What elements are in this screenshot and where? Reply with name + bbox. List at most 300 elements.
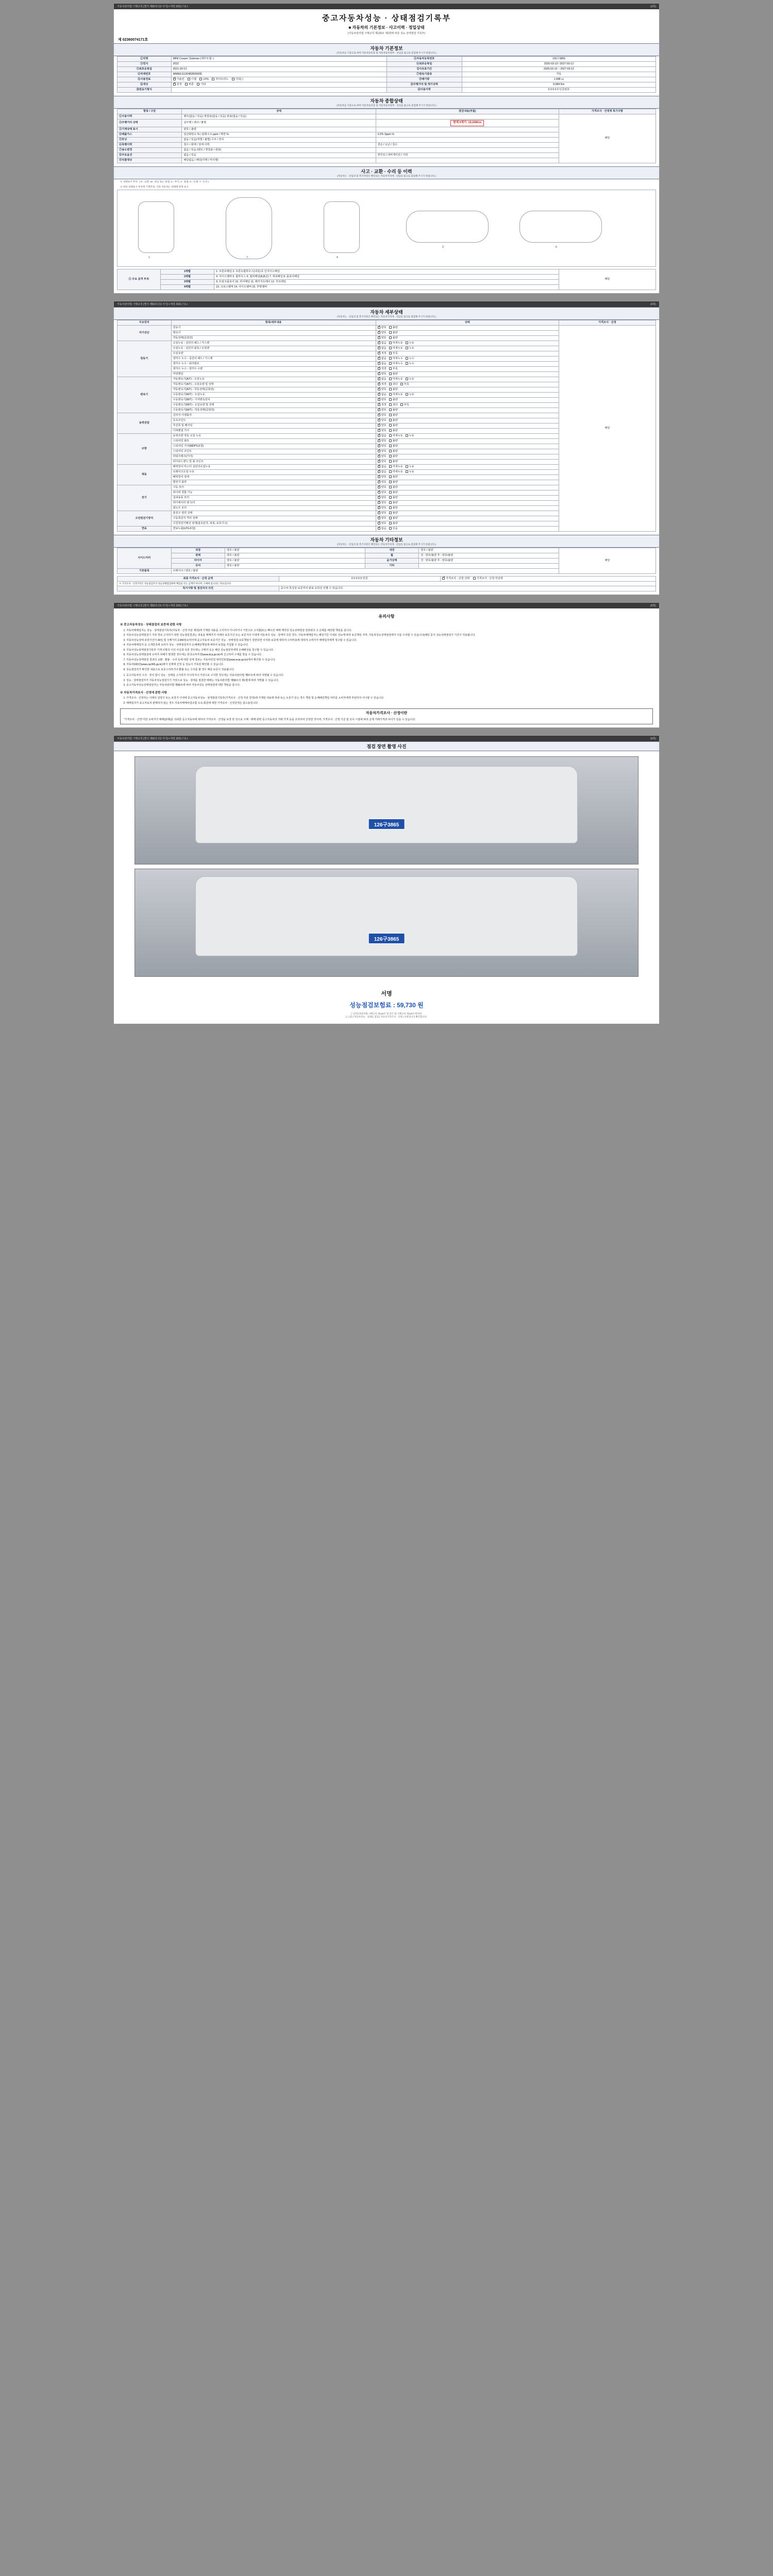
list-item: 5. 자동차성능상태점검기록부 기재 사항의 이의 사실과 다른 경우에는 구매자 등은 해당 성능점검자에게 손해배상을 청구할 수 있습니다. xyxy=(126,649,653,653)
checkbox-icon[interactable] xyxy=(378,398,380,401)
row-state[interactable]: 해당없음 / 해당(이행 / 미이행) xyxy=(182,158,376,163)
cell-label: 광택 xyxy=(171,553,225,558)
cell-state[interactable]: 양호 / 불량 xyxy=(225,564,365,569)
detail-option-label: 불량 xyxy=(392,517,398,520)
detail-option[interactable] xyxy=(389,481,398,484)
checkbox-icon[interactable] xyxy=(389,527,392,530)
detail-option[interactable] xyxy=(389,450,398,453)
checkbox-icon[interactable] xyxy=(378,362,380,365)
checkbox-icon[interactable] xyxy=(378,326,380,329)
detail-option[interactable] xyxy=(378,326,386,330)
checkbox-icon[interactable] xyxy=(389,486,392,488)
detail-option[interactable] xyxy=(378,357,386,361)
checkbox-icon[interactable] xyxy=(378,429,380,432)
detail-item-options xyxy=(376,330,559,335)
checkbox-icon[interactable] xyxy=(389,378,392,380)
detail-option[interactable] xyxy=(389,326,398,330)
checkbox-icon[interactable] xyxy=(389,409,392,411)
row-state[interactable]: 렌트(없음 / 있음) 영업용(없음 / 있음) 관용(없음 / 있음) xyxy=(182,114,376,120)
detail-option[interactable] xyxy=(389,455,398,459)
color-option-other[interactable]: 기타 xyxy=(197,83,206,87)
detail-option[interactable] xyxy=(389,501,398,505)
detail-option[interactable] xyxy=(378,347,386,350)
detail-option[interactable] xyxy=(389,476,398,479)
detail-option[interactable] xyxy=(389,393,403,397)
checkbox-icon[interactable] xyxy=(378,409,380,411)
price-option-unselected[interactable]: 가격조사 · 산정 미선택 xyxy=(473,577,503,581)
detail-item-options xyxy=(376,521,559,527)
checkbox-icon[interactable] xyxy=(389,455,392,457)
detail-option[interactable] xyxy=(378,501,386,505)
checkbox-icon[interactable] xyxy=(378,352,380,354)
checkbox-icon[interactable] xyxy=(378,393,380,396)
detail-option[interactable] xyxy=(378,460,386,464)
detail-option[interactable] xyxy=(389,445,398,448)
checkbox-icon[interactable] xyxy=(378,522,380,524)
section-title-photo: 점검 장면 촬영 사진 xyxy=(366,744,407,750)
detail-option-label: 미세누유 xyxy=(392,465,403,469)
checkbox-icon[interactable] xyxy=(389,331,392,334)
checkbox-icon[interactable] xyxy=(378,372,380,375)
page-number: (5쪽) xyxy=(650,604,656,608)
checkbox-icon[interactable] xyxy=(389,362,392,365)
section-title-basic: 자동차 기본정보 xyxy=(370,46,403,51)
detail-item-options xyxy=(376,444,559,449)
table-row xyxy=(117,577,656,582)
cell-label-fuel: ⑧사용연료 xyxy=(117,77,172,82)
detail-option[interactable] xyxy=(406,465,414,469)
detail-option[interactable] xyxy=(406,357,414,361)
cell-state[interactable]: 양호 / 불량 xyxy=(225,553,365,558)
checkbox-icon[interactable] xyxy=(389,460,392,463)
detail-option[interactable] xyxy=(389,378,403,381)
final-price-amount: 0 0 0 0 0 만원 xyxy=(279,577,441,582)
detail-option-label: 불량 xyxy=(392,424,398,428)
frame-level-items[interactable]: 9. 트렁크플로어 10. 리어패널 11. 패키지트레이 12. 루프레일 xyxy=(214,279,559,284)
special-note-value[interactable]: 중고차 특성상 보증까지 완료 요하진 선별 수 있습니다. xyxy=(279,586,656,591)
checkbox-icon[interactable] xyxy=(406,357,408,360)
detail-option[interactable] xyxy=(378,455,386,459)
cell-value: 자동 xyxy=(462,72,656,77)
detail-option[interactable] xyxy=(378,476,386,479)
row-detail xyxy=(376,120,559,127)
detail-item-label: 오일누유 - 실린더 헤드 / 가스켓 xyxy=(171,341,376,346)
detail-option[interactable] xyxy=(389,372,398,376)
detail-option[interactable] xyxy=(389,496,398,500)
checkbox-icon[interactable] xyxy=(406,465,408,468)
detail-item-options xyxy=(376,490,559,496)
checkbox-icon[interactable] xyxy=(389,522,392,524)
detail-option[interactable] xyxy=(389,491,398,495)
detail-option[interactable] xyxy=(406,342,414,345)
cell-state[interactable] xyxy=(419,564,559,569)
detail-option[interactable] xyxy=(406,470,414,474)
checkbox-icon[interactable] xyxy=(389,393,392,396)
cell-label: ⑦변속기종류 xyxy=(386,72,462,77)
checkbox-icon[interactable] xyxy=(389,326,392,329)
detail-option[interactable] xyxy=(400,403,409,407)
detail-option[interactable] xyxy=(389,460,398,464)
detail-item-options xyxy=(376,397,559,402)
cell-label: 내장 xyxy=(365,548,419,553)
detail-option[interactable] xyxy=(378,517,386,520)
checkbox-icon[interactable] xyxy=(406,393,408,396)
checkbox-icon[interactable] xyxy=(389,439,392,442)
checkbox-icon[interactable] xyxy=(378,419,380,421)
fuel-option-lpg[interactable]: LPG xyxy=(199,78,208,81)
checkbox-icon[interactable] xyxy=(378,388,380,391)
fuel-options xyxy=(171,77,386,82)
detail-option[interactable] xyxy=(378,393,386,397)
section-sub-basic: (자동차를 기준으로 하여 자동차등록증 및 자동차등록원부 · 선임을 참고로 점검해 주시기 바랍니다.) xyxy=(337,52,436,54)
detail-option[interactable] xyxy=(378,434,386,438)
detail-option[interactable] xyxy=(378,470,386,474)
detail-option[interactable] xyxy=(378,445,386,448)
row-state[interactable]: 일산화탄소 % / 탄화수소 ppm / 매연 % xyxy=(182,132,376,137)
detail-option-label: 누유 xyxy=(409,465,414,469)
cell-state[interactable]: 양호 / 불량 xyxy=(225,558,365,564)
checkbox-icon[interactable] xyxy=(389,429,392,432)
fuel-option-hybrid[interactable]: 하이브리드 xyxy=(212,78,228,81)
detail-option[interactable] xyxy=(389,357,403,361)
detail-option[interactable] xyxy=(378,409,386,412)
detail-item-options xyxy=(376,496,559,501)
detail-option-label: 불량 xyxy=(392,455,398,459)
detail-option[interactable] xyxy=(378,336,386,340)
frame-level-items[interactable]: 4. 사이드멤버 5. 휠하우스 6. 필러패널(A,B,C) 7. 대쉬패널 8. 플로어패널 xyxy=(214,274,559,279)
detail-option[interactable] xyxy=(378,522,386,526)
detail-option[interactable] xyxy=(389,409,398,412)
detail-option[interactable] xyxy=(406,378,414,381)
checkbox-icon[interactable] xyxy=(406,342,408,344)
detail-option[interactable] xyxy=(400,383,409,386)
detail-item-options xyxy=(376,413,559,418)
checkbox-icon[interactable] xyxy=(406,362,408,365)
checkbox-icon[interactable] xyxy=(389,403,392,406)
checkbox-icon[interactable] xyxy=(389,367,392,370)
checkbox-icon[interactable] xyxy=(389,388,392,391)
detail-option[interactable] xyxy=(389,362,403,366)
detail-option[interactable] xyxy=(389,506,398,510)
checkbox-icon[interactable] xyxy=(378,378,380,380)
detail-option[interactable] xyxy=(378,372,386,376)
checkbox-icon[interactable] xyxy=(389,450,392,452)
checkbox-icon[interactable] xyxy=(389,517,392,519)
detail-option[interactable] xyxy=(389,527,398,531)
detail-option[interactable] xyxy=(389,512,398,515)
row-state[interactable]: 없음 / 있음(적법 / 불법) 구조 / 장치 xyxy=(182,137,376,142)
frame-level-items[interactable]: 13. 크로스멤버 14. 사이드멤버 15. 후방멤버 xyxy=(214,284,559,290)
checkbox-icon[interactable] xyxy=(378,403,380,406)
checkbox-icon[interactable] xyxy=(389,434,392,437)
car-damage-diagram[interactable] xyxy=(117,190,656,267)
checkbox-icon[interactable] xyxy=(378,512,380,514)
checkbox-icon[interactable] xyxy=(406,434,408,437)
detail-group-label: 자기진단 xyxy=(117,325,172,341)
row-state[interactable]: 실주행 / 과다 / 불명 xyxy=(182,120,376,127)
cell-state[interactable]: 전 : 양호/불량 후 : 양호/불량 xyxy=(419,558,559,564)
detail-option[interactable] xyxy=(389,439,398,443)
checkbox-icon[interactable] xyxy=(378,506,380,509)
detail-option[interactable] xyxy=(406,362,414,366)
detail-option[interactable] xyxy=(378,378,386,381)
checkbox-icon[interactable] xyxy=(378,517,380,519)
detail-item-label: 동력조향 작동 오일 누유 xyxy=(171,434,376,439)
detail-option-label: 불량 xyxy=(392,336,398,340)
detail-option[interactable] xyxy=(389,522,398,526)
other-price-note: 해당 xyxy=(559,548,656,574)
detail-option[interactable] xyxy=(378,496,386,500)
row-detail xyxy=(376,147,559,152)
checkbox-icon[interactable] xyxy=(389,506,392,509)
checkbox-icon[interactable] xyxy=(378,496,380,499)
detail-option[interactable] xyxy=(389,398,398,402)
detail-option[interactable] xyxy=(378,342,386,345)
checkbox-icon[interactable] xyxy=(389,481,392,483)
base-items-value[interactable]: 브레이크 / 양호 / 불량 xyxy=(171,569,559,574)
page-number: (6쪽) xyxy=(650,737,656,741)
checkbox-icon[interactable] xyxy=(389,398,392,401)
cell-label: ②자동차등록번호 xyxy=(386,57,462,62)
checkbox-icon[interactable] xyxy=(378,455,380,457)
inspection-photo-rear[interactable] xyxy=(135,869,638,977)
fuel-option-gasoline[interactable]: ✓ 가솔린 xyxy=(173,78,184,81)
detail-option[interactable] xyxy=(378,486,386,489)
other-group-label: 사이드미러 xyxy=(117,548,172,569)
detail-option[interactable] xyxy=(378,383,386,386)
checkbox-icon[interactable] xyxy=(378,501,380,504)
checkbox-icon[interactable] xyxy=(389,424,392,427)
fuel-option-other[interactable]: 기타( ) xyxy=(232,78,243,81)
cell-value: WMWLG120482R00095 xyxy=(171,72,386,77)
special-note-label: 특기사항 및 점검자의 의견 xyxy=(117,586,279,591)
detail-option[interactable] xyxy=(389,517,398,520)
photo-gallery xyxy=(114,751,659,986)
detail-option[interactable] xyxy=(378,512,386,515)
detail-option[interactable] xyxy=(389,388,398,392)
detail-option[interactable] xyxy=(378,439,386,443)
checkbox-icon[interactable] xyxy=(389,414,392,416)
section-sub-other: (자동차는 · 선임의 및 복기사항은 확인되는 자동차가치에 · 선임을 참고로 점검해 주시기 바랍니다.) xyxy=(337,543,436,546)
checkbox-icon[interactable] xyxy=(389,465,392,468)
other-info-table xyxy=(117,548,656,574)
checkbox-icon[interactable] xyxy=(389,357,392,360)
checkbox-icon[interactable] xyxy=(378,342,380,344)
detail-option[interactable] xyxy=(389,486,398,489)
checkbox-icon[interactable] xyxy=(378,424,380,427)
checkbox-icon[interactable] xyxy=(406,378,408,380)
detail-item-label: 변속기 xyxy=(171,330,376,335)
checkbox-icon[interactable] xyxy=(400,383,403,385)
color-option-two-tone[interactable]: 투톤 xyxy=(185,83,194,87)
detail-option[interactable] xyxy=(389,434,403,438)
detail-option-label: 불량 xyxy=(392,429,398,433)
checkbox-icon[interactable] xyxy=(378,367,380,370)
detail-option[interactable] xyxy=(389,419,398,422)
detail-option-label: 미세누유 xyxy=(392,470,403,474)
checkbox-icon[interactable] xyxy=(389,470,392,473)
detail-option[interactable] xyxy=(378,506,386,510)
frame-section-label: ② 주요 골격 부위 xyxy=(117,269,161,290)
checkbox-icon[interactable] xyxy=(378,527,380,530)
checkbox-icon[interactable] xyxy=(389,476,392,478)
detail-option[interactable] xyxy=(389,465,403,469)
checkbox-icon[interactable] xyxy=(378,486,380,488)
checkbox-icon[interactable] xyxy=(389,512,392,514)
checkbox-icon[interactable] xyxy=(378,491,380,494)
other-info-wrap xyxy=(114,548,659,595)
detail-option[interactable] xyxy=(378,388,386,392)
price-option-selected[interactable]: ✓ 가격조사 · 산정 선택 xyxy=(442,577,469,581)
detail-option-label: 부족 xyxy=(392,351,398,355)
checkbox-icon[interactable] xyxy=(389,445,392,447)
checkbox-icon[interactable] xyxy=(378,465,380,468)
detail-option-label: 누수 xyxy=(409,362,414,365)
detail-option[interactable] xyxy=(389,414,398,417)
detail-option[interactable] xyxy=(378,429,386,433)
detail-item-label: 자동변속기(A/T) - 작동상태(공회전) xyxy=(171,387,376,392)
list-item: 2. 자동차성능상태점검기 거짓 정보 고지하기 위한 성능점검결과는 내용을 매매자가 아래의 보증기간 또는 보증거리 이내에 자동차의 성능 · 상태가 다른 경우, 자동차매매업자는 해당기간 이내로 성능에 따라 보증책임 지며, 자동차성능상태점검에서 이를 수리할 수 있습니다(해당 문서 성능상태점검기 기간이 적용됩니다. xyxy=(126,634,653,638)
checkbox-icon[interactable] xyxy=(389,491,392,494)
detail-option[interactable] xyxy=(378,403,386,407)
detail-item-options xyxy=(376,382,559,387)
checkbox-icon[interactable] xyxy=(389,372,392,375)
detail-option[interactable] xyxy=(378,362,386,366)
detail-option[interactable] xyxy=(389,429,398,433)
footer-line-2: [ㄴ] 중고자동차성능 · 상태를 점검 [ 자동차가격조사 · 산정 ] 사항입니다 확인합니다. xyxy=(345,1015,428,1019)
fuel-option-diesel[interactable]: 디젤 xyxy=(188,78,196,81)
detail-option[interactable] xyxy=(406,347,414,350)
detail-option[interactable] xyxy=(378,481,386,484)
checkbox-icon[interactable] xyxy=(389,496,392,499)
frame-level-items[interactable]: 1. 프론트패널 2. 프론트휠하우스(내측) 3. 인사이드패널 xyxy=(214,269,559,274)
row-state[interactable]: 없음 / 있음 (렌트 / 영업용 / 관용) xyxy=(182,147,376,152)
detail-item-label: 오일누유 - 실린더 블록 / 오일팬 xyxy=(171,346,376,351)
cell-state[interactable]: 양호 / 불량 xyxy=(225,548,365,553)
detail-option[interactable] xyxy=(378,331,386,335)
row-state[interactable]: 없음 / 있음 xyxy=(182,152,376,158)
checkbox-icon[interactable] xyxy=(400,403,403,406)
detail-option-label: 과다 xyxy=(392,382,398,386)
checkbox-icon[interactable] xyxy=(389,419,392,421)
detail-option-label: 불량 xyxy=(392,409,398,412)
detail-option[interactable] xyxy=(389,352,398,355)
document-subtitle: ■ 자동차의 기본정보 · 사고이력 · 정밀상태 xyxy=(348,25,425,30)
detail-option[interactable] xyxy=(378,419,386,422)
cell-state[interactable]: 양호 / 불량 xyxy=(419,548,559,553)
form-reference: 자동차관리법 시행규칙 [별지 제82호의3 서식] <개정 2021.7.5.> xyxy=(117,302,188,306)
detail-item-options xyxy=(376,402,559,408)
checkbox-icon[interactable] xyxy=(378,336,380,339)
checkbox-icon[interactable] xyxy=(378,347,380,349)
checkbox-icon[interactable] xyxy=(378,383,380,385)
row-state[interactable]: 양호 / 불량 xyxy=(182,127,376,132)
checkbox-icon[interactable] xyxy=(389,501,392,504)
price-definition-title: 자동차가격조사 · 산정이란 xyxy=(365,711,408,716)
checkbox-icon[interactable] xyxy=(378,450,380,452)
basic-info-table xyxy=(117,56,656,93)
detail-option-label: 누유 xyxy=(409,470,414,474)
checkbox-icon[interactable] xyxy=(389,342,392,344)
section-title-detail: 자동차 세부상태 xyxy=(370,309,403,315)
detail-item-label: 파워크랭크(기어) xyxy=(171,454,376,460)
detail-option-label: 미세누유 xyxy=(392,393,403,396)
inspection-photo-front[interactable] xyxy=(135,756,638,865)
checkbox-icon[interactable] xyxy=(406,347,408,349)
row-state[interactable]: 침수 / 화재 / 상태 이력 xyxy=(182,142,376,147)
detail-option[interactable] xyxy=(389,367,398,371)
detail-option[interactable] xyxy=(378,465,386,469)
detail-option-label: 적정 xyxy=(381,382,386,386)
cell-label-mileage: ⑫주행거리 및 계기상태 xyxy=(386,82,462,88)
checkbox-icon[interactable] xyxy=(389,352,392,354)
checkbox-icon[interactable] xyxy=(378,445,380,447)
detail-option-label: 미세누유 xyxy=(392,377,403,381)
table-row xyxy=(117,67,656,72)
detail-option[interactable] xyxy=(378,398,386,402)
detail-option[interactable] xyxy=(389,403,398,407)
checkbox-icon[interactable] xyxy=(378,470,380,473)
detail-option[interactable] xyxy=(378,424,386,428)
detail-option-label: 미세누수 xyxy=(392,357,403,360)
cell-state[interactable]: 전 : 양호/불량 후 : 양호/불량 xyxy=(419,553,559,558)
detail-option[interactable] xyxy=(378,414,386,417)
detail-option[interactable] xyxy=(389,336,398,340)
detail-option-label: 양호 xyxy=(381,491,386,495)
detail-option[interactable] xyxy=(389,331,398,335)
row-label: ⑧주요옵션 xyxy=(117,152,182,158)
detail-group-label: 제동 xyxy=(117,465,172,485)
detail-option-label: 양호 xyxy=(381,522,386,526)
page-number: (3쪽) xyxy=(650,5,656,8)
row-detail xyxy=(376,114,559,120)
detail-option[interactable] xyxy=(406,434,414,438)
detail-option[interactable] xyxy=(389,347,403,350)
table-row xyxy=(117,62,656,67)
checkbox-icon[interactable] xyxy=(378,434,380,437)
table-header-row xyxy=(117,320,656,325)
detail-option[interactable] xyxy=(378,450,386,453)
col-header-1: 상태 xyxy=(182,109,376,114)
checkbox-icon[interactable] xyxy=(378,331,380,334)
detail-option[interactable] xyxy=(378,352,386,355)
checkbox-icon[interactable] xyxy=(378,439,380,442)
checkbox-icon[interactable] xyxy=(378,481,380,483)
checkbox-icon[interactable] xyxy=(378,414,380,416)
cell-label-power: ⑩원동기형식 xyxy=(117,88,172,93)
detail-option[interactable] xyxy=(378,367,386,371)
detail-option[interactable] xyxy=(389,342,403,345)
detail-option[interactable] xyxy=(389,470,403,474)
checkbox-icon[interactable] xyxy=(389,347,392,349)
checkbox-icon[interactable] xyxy=(389,336,392,339)
checkbox-icon[interactable] xyxy=(378,476,380,478)
checkbox-icon[interactable] xyxy=(389,383,392,385)
diagram-label-side-r: 6 xyxy=(556,245,557,249)
detail-item-options xyxy=(376,449,559,454)
checkbox-icon[interactable] xyxy=(378,460,380,463)
detail-option[interactable] xyxy=(378,491,386,495)
checkbox-icon[interactable] xyxy=(406,470,408,473)
detail-option[interactable] xyxy=(406,393,414,397)
checkbox-icon[interactable] xyxy=(378,357,380,360)
detail-option-label: 없음 xyxy=(381,465,386,469)
detail-option[interactable] xyxy=(389,424,398,428)
detail-option[interactable] xyxy=(389,383,398,386)
color-option-single[interactable]: ✓ 원색 xyxy=(173,83,182,87)
table-row xyxy=(117,548,656,553)
detail-option[interactable] xyxy=(378,527,386,531)
